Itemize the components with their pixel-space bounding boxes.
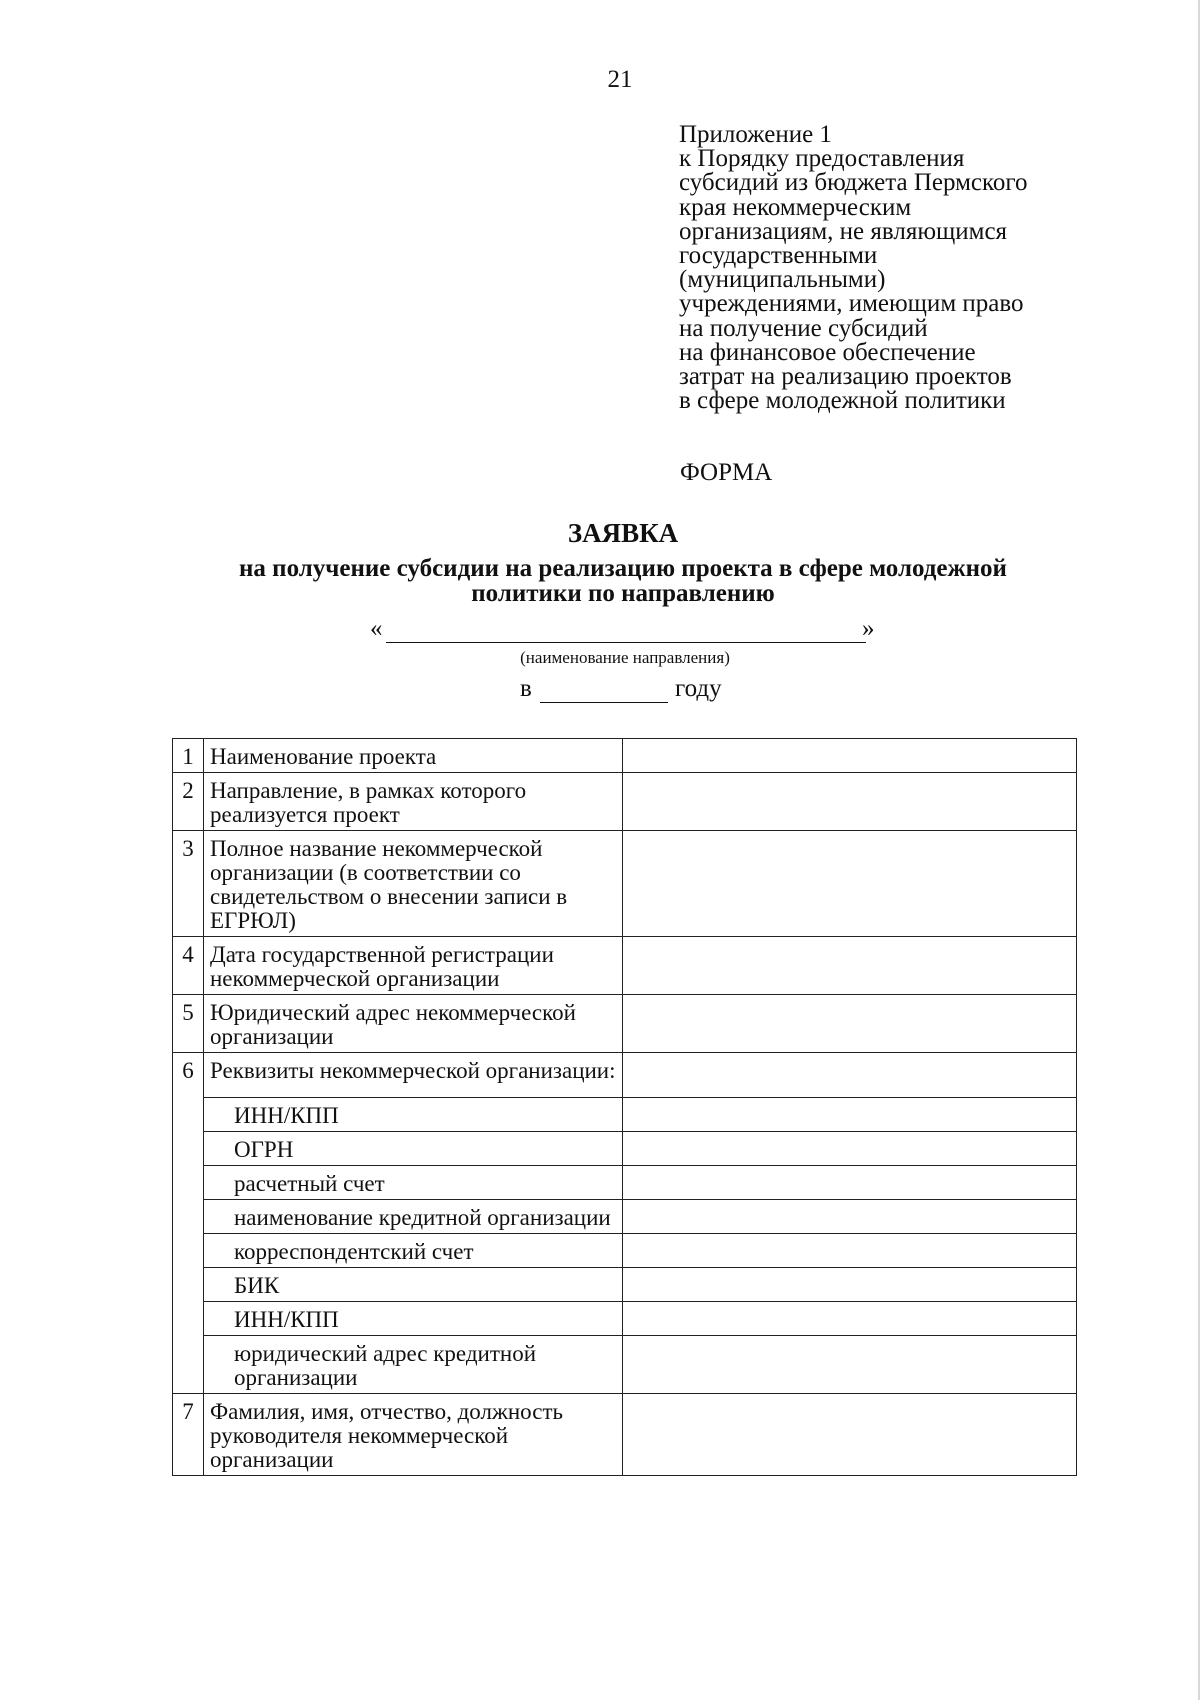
requisite-value-field[interactable] (623, 1098, 1077, 1132)
annex-line: Приложение 1 (679, 121, 832, 148)
requisite-row (173, 1200, 1077, 1234)
annex-line: к Порядку предоставления (679, 145, 965, 173)
row-value-field[interactable] (623, 773, 1077, 831)
row-number: 7 (173, 1394, 204, 1476)
requisite-label: БИК (204, 1268, 623, 1302)
requisite-label: ИНН/КПП (204, 1302, 623, 1336)
annex-line: на получение субсидий (679, 314, 928, 342)
requisite-row (173, 1132, 1077, 1166)
requisite-row (173, 1302, 1077, 1336)
annex-line: в сфере молодежной политики (679, 387, 1006, 415)
row-number: 4 (173, 937, 204, 995)
row-number: 1 (173, 739, 204, 773)
table-row (173, 1053, 1077, 1098)
annex-line: затрат на реализацию проектов (679, 363, 1012, 391)
requisite-label: расчетный счет (204, 1166, 623, 1200)
direction-field[interactable] (370, 615, 880, 645)
annex-line: края некоммерческим (679, 193, 912, 221)
annex-line: учреждениями, имеющим право (679, 290, 1024, 318)
row-value-field[interactable] (623, 937, 1077, 995)
requisite-label: корреспондентский счет (204, 1234, 623, 1268)
table-row (173, 995, 1077, 1053)
requisite-row (173, 1166, 1077, 1200)
row-number: 6 (173, 1053, 204, 1394)
row-value-field[interactable] (623, 995, 1077, 1053)
requisite-label: наименование кредитной организации (204, 1200, 623, 1234)
annex-line: (муниципальными) (679, 266, 886, 294)
annex-line: на финансовое обеспечение (679, 338, 976, 366)
requisite-value-field[interactable] (623, 1336, 1077, 1394)
row-number: 3 (173, 831, 204, 937)
table-row (173, 739, 1077, 773)
year-suffix: году (675, 675, 722, 702)
row-label: Юридический адрес некоммерческой организации (204, 995, 623, 1053)
row-label: Фамилия, имя, отчество, должность руководителя некоммерческой организации (204, 1394, 623, 1476)
requisite-row (173, 1268, 1077, 1302)
requisite-value-field[interactable] (623, 1268, 1077, 1302)
row-number: 2 (173, 773, 204, 831)
requisite-value-field[interactable] (623, 1234, 1077, 1268)
application-table (172, 738, 1077, 1476)
row-label: Наименование проекта (204, 739, 623, 773)
row-label: Дата государственной регистрации некоммерческой организации (204, 937, 623, 995)
requisite-label: юридический адрес кредитной организации (204, 1336, 623, 1394)
annex-line: государственными (679, 242, 878, 270)
page-number: 21 (607, 66, 633, 93)
table-row (173, 1394, 1077, 1476)
form-label: ФОРМА (680, 459, 773, 486)
row-number: 5 (173, 995, 204, 1053)
row-value-field[interactable] (623, 739, 1077, 773)
subtitle-line: политики по направлению (471, 580, 775, 607)
direction-caption: (наименование направления) (520, 648, 730, 667)
row-value-field[interactable] (623, 831, 1077, 937)
row-label: Полное название некоммерческой организации (в соответствии со свидетельством о внесении записи в ЕГРЮЛ) (204, 831, 623, 937)
year-blank[interactable] (540, 702, 668, 703)
requisite-value-field[interactable] (623, 1166, 1077, 1200)
annex-line: организациям, не являющимся (679, 217, 1008, 245)
row-label: Реквизиты некоммерческой организации: (204, 1053, 623, 1098)
requisite-label: ИНН/КПП (204, 1098, 623, 1132)
annex-line: субсидий из бюджета Пермского (679, 169, 1028, 197)
row-value-field[interactable] (623, 1394, 1077, 1476)
requisite-value-field[interactable] (623, 1132, 1077, 1166)
year-prefix: в (520, 675, 532, 702)
requisite-value-field[interactable] (623, 1200, 1077, 1234)
direction-close-quote: » (862, 615, 875, 642)
direction-open-quote: « (370, 615, 383, 642)
table-row (173, 831, 1077, 937)
year-field[interactable] (520, 675, 760, 705)
annex-header (679, 123, 1149, 413)
table-row (173, 773, 1077, 831)
document-subtitle (0, 556, 1200, 606)
document-title: ЗАЯВКА (567, 518, 679, 548)
subtitle-line: на получение субсидии на реализацию проекта в сфере молодежной (239, 555, 1007, 582)
direction-blank[interactable] (386, 642, 866, 643)
table-row (173, 937, 1077, 995)
requisite-value-field[interactable] (623, 1302, 1077, 1336)
row-label: Направление, в рамках которого реализуется проект (204, 773, 623, 831)
requisite-row (173, 1098, 1077, 1132)
requisite-row (173, 1336, 1077, 1394)
requisite-label: ОГРН (204, 1132, 623, 1166)
requisite-row (173, 1234, 1077, 1268)
row-value-field[interactable] (623, 1053, 1077, 1098)
